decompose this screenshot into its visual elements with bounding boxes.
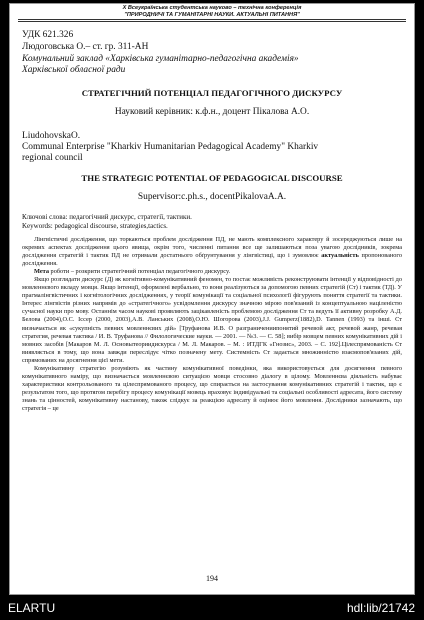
keywords-en: Keywords: pedagogical discourse, strategies,tactics. [22, 222, 168, 230]
affiliation-uk-line2: Харківської обласної ради [22, 65, 126, 75]
page-number: 194 [206, 574, 218, 583]
conference-header [10, 5, 414, 18]
paragraph-goal: Мета роботи – розкрити стратегічний потенціал педагогічного дискурсу. [34, 268, 231, 276]
paragraph-relevance: Лінгвістичні дослідження, що торкаються проблем дослідження ПД, не мають комплексного характеру й зосереджуються лише на окремих аспектах дослідження цього явища, окрім того, численні питання все ще залишаються поза увагою дослідників, зокрема дослідження стратегій і тактик ПД не отримали достатнього обґрунтування у лінгвістиці, що і зумовлює актуальність пропонованого дослідження. [22, 236, 403, 268]
affiliation-en-line1: Communal Enterprise "Kharkiv Humanitarian Pedagogical Academy" Kharkiv [22, 142, 319, 152]
author-en: LiudohovskaO. [22, 131, 81, 141]
article-body [22, 236, 402, 413]
header-rule [18, 19, 406, 20]
paragraph-strategy: Комунікативну стратегію розуміють як частину комунікативної поведінки, яка використовується для досягнення певного комунікативного наміру, що визначається мовленнєвою ситуацією мовця стосовно діалогу в цілому. Мовленнєва діяльність набуває характеристики контрольованого та цілеспрямованого процесу, що спирається на застосування комунікативних стратегій і тактик, що є результатом того, що протягом перебігу процесу комунікації мовець враховує індивідуальні та соціальні особливості адресата, його систему знань та цінностей, комунікативну настанову, також слідкує за реакцією адресату й оцінює його мовлення. Дослідники зазначають, що стратегія – це [22, 364, 402, 412]
conference-header-line1: Х Всеукраїнська студентська науково – технічна конференція [122, 5, 302, 11]
conference-header-line2: "ПРИРОДНИЧІ ТА ГУМАНІТАРНІ НАУКИ. АКТУАЛЬНІ ПИТАННЯ" [124, 11, 300, 18]
footer-handle: hdl:lib/21742 [346, 601, 415, 615]
paragraph-discourse: Якщо розглядати дискурс (Д) як когнітивно-комунікативний феномен, то постає можливість реконструювати інтенції у відповідності до мовленнєвого вкладу мовця. Якщо інтенції, оформлені вербально, то вони реалізуються за допомогою певних стратегій (Ст) і тактик (ТД). У прагмалінгвістичних і когнітологічних дослідженнях, у теорії комунікації та соціальної психології фігурують поняття стратегії та тактики. Інтерес лінгвістів різних напрямів до «стратегічного» усвідомлення дискурсу значною мірою пов'язаний із концептуальною націленістю сучасної науки про мову. Останнім часом наукові проявляють зацікавленість проблемою дослідження Ст та ведуть її активну розробку А.Д. Белова (2004),О.С. Іссер (2000, 2003),А.В. Ланських (2008),О.Ю. Шогорова (2003),J.J. Gumperz(1882),D. Tannen (1993) та інші. Ст визначається як «сукупність певних мовленнєвих дій» [Труфанова И.В. О разграничениипонятий речевой акт, речевой жанр, речевая стратегия, речевая тактика / И. В. Труфанова // Филологические науки. — 2001. — №3. — С. 58]; вибір мовцем певних комунікативних дій і мовних засобів [Макаров М. Л. Основытеориидискурса / М. Л. Макаров. – М. : ИТДГК «Гнозис», 2003. – С. 192].Цілеспрямованість Ст виявляється в тому, що вона завжди переслідує чітко позначену мету. Системність Ст задається множинністю взаємопов'язаних дій, спрямованих на досягнення цієї мети. [22, 276, 402, 364]
document-page [9, 3, 415, 595]
affiliation-en-line2: regional council [22, 153, 83, 163]
title-uk: СТРАТЕГІЧНИЙ ПОТЕНЦІАЛ ПЕДАГОГІЧНОГО ДИСКУРСУ [81, 88, 343, 98]
header-rule-2 [18, 21, 406, 22]
supervisor-en: Supervisor:c.ph.s., docentPikalovaA.A. [137, 192, 287, 202]
udk: УДК 621.326 [22, 30, 74, 40]
keywords-uk: Ключові слова: педагогічний дискурс, стратегії, тактики. [22, 213, 192, 221]
author-uk: Людоговська О.– ст. гр. 311-АН [22, 42, 149, 52]
supervisor-uk: Науковий керівник: к.ф.н., доцент Пікалова А.О. [114, 107, 310, 117]
footer-repository-name: ELARTU [8, 601, 56, 615]
title-en: THE STRATEGIC POTENTIAL OF PEDAGOGICAL DISCOURSE [81, 173, 343, 183]
goal-label: Мета [34, 268, 49, 276]
relevance-term: актуальність [321, 252, 359, 260]
affiliation-uk-line1: Комунальний заклад «Харківська гуманітарно-педагогічна академія» [22, 54, 299, 64]
